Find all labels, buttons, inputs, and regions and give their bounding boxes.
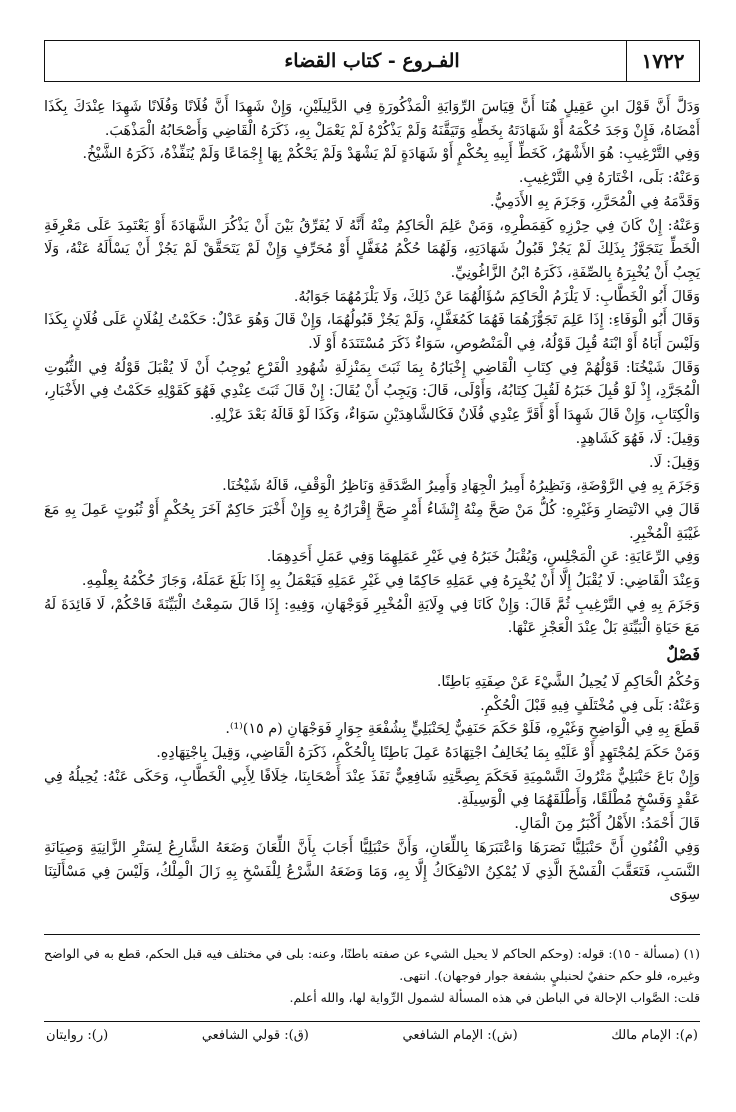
paragraph: وَعَنْهُ: بَلَى فِي مُخْتَلَفٍ فِيهِ قَبْلَ الْحُكْمِ. xyxy=(480,697,700,714)
paragraph: وَفِي الرِّعَايَةِ: عَنِ الْمَجْلِسِ، وَيُقْبَلُ خَبَرُهُ فِي غَيْرِ عَمَلِهِمَا وَفِي عَمَلِ أَحَدِهِمَا. xyxy=(266,549,700,566)
paragraph: وَفِي التَّرْغِيبِ: هُوَ الأَشْهَرُ، كَخَطِّ أَبِيهِ بِحُكْمٍ أَوْ شَهَادَةٍ لَمْ يَشْهَدْ وَلَمْ يَحْكُمْ بِهَا إِجْمَاعًا وَلَمْ يُنَفِّذْهُ، ذَكَرَهُ الشَّيْخُ. xyxy=(82,146,700,163)
paragraph: وَعِنْدَ الْقَاضِي: لَا يُقْبَلُ إِلَّا أَنْ يُخْبِرَهُ فِي عَمَلِهِ حَاكِمًا فِي غَيْرِ عَمَلِهِ فَيَعْمَلُ بِهِ إِذَا بَلَغَ عَمَلَهُ، وَجَازَ حُكْمُهُ بِعِلْمِهِ. xyxy=(81,573,700,590)
section-title: فَصْلٌ xyxy=(666,645,700,665)
legend-item-two-narrations: (ر): روايتان xyxy=(46,1027,109,1043)
paragraph: وَعَنْهُ: إِنْ كَانَ فِي حِرْزِهِ كَقِمَطْرِهِ، وَمَنْ عَلِمَ الْحَاكِمُ مِنْهُ أَنَّهُ لَا يُفَرِّقُ بَيْنَ أَنْ يَذْكُرَ الشَّهَادَةَ أَوْ يَعْتَمِدَ عَلَى مَعْرِفَةِ الْخَطِّ يَتَجَوَّزُ بِذَلِكَ لَمْ يَجُزْ قَبُولُ شَهَادَتِهِ، وَلَهُمَا حُكْمُ مُغَفَّلٍ أَوْ مُحَرِّفٍ وَإِنْ لَمْ يَتَحَقَّقْ لَمْ يَجُزْ أَنْ يَسْأَلَهُ عَنْهُ، وَلَا يَجِبُ أَنْ يُخْبِرَهُ بِالصِّفَةِ، ذَكَرَهُ ابْنُ الزَّاغُونِيِّ. xyxy=(44,217,700,281)
paragraph: وَدَلَّ أَنَّ قَوْلَ ابنِ عَقِيلٍ هُنَا أَنَّ قِيَاسَ الرِّوَايَةِ الْمَذْكُورَةِ فِي الدَّلِيلَيْنِ، وَإِنْ شَهِدَا أَنَّ فُلَانًا وَفُلَانًا شَهِدَا عِنْدَكَ بِكَذَا أَمْضَاهُ، فَإِنْ وَجَدَ حُكْمَهُ أَوْ شَهَادَتَهُ بِخَطِّهِ وَتَيَقَّنَهُ وَلَمْ يَذْكُرْهُ لَمْ يَعْمَلْ بِهِ، ذَكَرَهُ الْقَاضِي وَأَصْحَابُهُ الْمَذْهَبَ. xyxy=(44,99,700,139)
paragraph: وَقِيلَ: لَا. xyxy=(649,454,700,471)
paragraph: قَالَ أَحْمَدُ: الأَهْلُ أَكْبَرُ مِنَ الْمَالِ. xyxy=(514,816,700,833)
legend-item-shafii-two: (ق): قولي الشافعي xyxy=(201,1027,309,1043)
main-text xyxy=(44,96,700,908)
paragraph: وَجَزَمَ بِهِ فِي التَّرْغِيبِ ثُمَّ قَالَ: وَإِنْ كَانَا فِي وِلَايَةِ الْمُخْبِرِ فَوَجْهَانِ، وَفِيهِ: إِذَا قَالَ سَمِعْتُ الْبَيِّنَةَ فَاحْكُمْ، لَا فَائِدَةَ لَهُ مَعَ حَيَاةِ الْبَيِّنَةِ بَلْ عِنْدَ الْعَجْزِ عَنْهَا. xyxy=(44,596,700,637)
paragraph: وَإِنْ بَاعَ حَنْبَلِيٌّ مَتْرُوكَ التَّسْمِيَةِ فَحَكَمَ بِصِحَّتِهِ شَافِعِيٌّ نَفَذَ عِنْدَ أَصْحَابِنَا، خِلَافًا لِأَبِي الْخَطَّابِ، وَحَكَى عَنْهُ: يُحِيلُهُ فِي عَقْدٍ وَفَسْخٍ مُطْلَقًا، وَأَطْلَقَهُمَا فِي الْوَسِيلَةِ. xyxy=(44,768,700,809)
page xyxy=(44,40,700,1080)
paragraph: وَقَالَ شَيْخُنَا: قَوْلُهُمْ فِي كِتَابِ الْقَاضِي إِخْبَارُهُ بِمَا ثَبَتَ بِمَنْزِلَةِ شُهُودِ الْفَرْعِ يُوجِبُ أَنْ لَا يُقْبَلَ قَوْلُهُ فِي الثُّبُوتِ الْمُجَرَّدِ، إِذْ لَوْ قُبِلَ خَبَرُهُ لَقُبِلَ كِتَابُهُ، وَأَوْلَى، قَالَ: وَيَجِبُ أَنْ يُقَالَ: إِنْ قَالَ ثَبَتَ عِنْدِي فَهُوَ كَقَوْلِهِ حَكَمْتُ فِي الأَخْبَارِ، وَالْكِتَابِ، وَإِنْ قَالَ شَهِدَا أَوْ أَقَرَّ عِنْدِي فُلَانٌ فَكَالشَّاهِدَيْنِ سَوَاءٌ، وَكَذَا لَوْ قَالَهُ بَعْدَ عَزْلِهِ. xyxy=(44,359,700,424)
paragraph: قَالَ فِي الانْتِصَارِ وَغَيْرِهِ: كُلُّ مَنْ صَحَّ مِنْهُ إِنْشَاءُ أَمْرٍ صَحَّ إِقْرَارُهُ بِهِ وَإِنْ أَخْبَرَ حَاكِمٌ آخَرَ بِحُكْمٍ أَوْ ثُبُوتٍ عَمِلَ بِهِ مَعَ غَيْبَةِ الْمُخْبِرِ. xyxy=(44,501,700,542)
paragraph: وَقَالَ أَبُو الْوَفَاءِ: إِذَا عَلِمَ تَجَوُّزَهُمَا فَهُمَا كَمُغَفَّلٍ، وَلَمْ يَجُزْ قَبُولُهُمَا، وَإِنْ قَالَ وَهُوَ عَدْلٌ: حَكَمْتُ لِفُلَانٍ عَلَى فُلَانٍ بِكَذَا وَلَيْسَ أَبَاهُ أَوْ ابْنَهُ قُبِلَ قَوْلُهُ، فِي الْمَنْصُوصِ، سَوَاءٌ ذَكَرَ مُسْتَنَدَهُ أَوْ لَا. xyxy=(44,312,700,353)
page-header xyxy=(44,40,700,82)
page-number: ١٧٢٢ xyxy=(626,41,699,81)
page-title: الفـروع - كتاب القضاء xyxy=(284,50,460,72)
legend-item-shafii: (ش): الإمام الشافعي xyxy=(402,1027,518,1043)
paragraph: وَقَدَّمَهُ فِي الْمُحَرَّرِ، وَجَزَمَ بِهِ الأَدَمِيُّ. xyxy=(489,193,700,210)
paragraph: وَعَنْهُ: بَلَى، اخْتَارَهُ فِي التَّرْغِيبِ. xyxy=(518,170,700,187)
footnote: (١) (مسألة - ١٥): قوله: (وحكم الحاكم لا يحيل الشيء عن صفته باطنًا، وعنه: بلى في مختلف فيه قبل الحكم، قطع به في الواضح وغيره، فلو حكم حنفيٌ لحنبليٍ بشفعة جوار فوجهان). انتهى. xyxy=(44,945,700,983)
legend-item-malik: (م): الإمام مالك xyxy=(611,1027,698,1043)
paragraph: وَحُكْمُ الْحَاكِمِ لَا يُحِيلُ الشَّيْءَ عَنْ صِفَتِهِ بَاطِنًا. xyxy=(436,673,700,690)
footnote-divider xyxy=(44,934,700,935)
abbreviation-legend xyxy=(44,1028,700,1043)
paragraph: وَقَالَ أَبُو الْخَطَّابِ: لَا يَلْزَمُ الْحَاكِمَ سُؤَالُهُمَا عَنْ ذَلِكَ، وَلَا يَلْزَمُهُمَا جَوَابُهُ. xyxy=(293,288,700,305)
footnote: قلت: الصَّواب الإحالة في الباطن في هذه المسألة لشمول الرِّواية لها، والله أعلم. xyxy=(289,989,700,1005)
paragraph: وَجَزَمَ بِهِ فِي الرَّوْضَةِ، وَنَظِيرُهُ أَمِيرُ الْجِهَادِ وَأَمِيرُ الصَّدَقَةِ وَنَاظِرُ الْوَقْفِ، قَالَهُ شَيْخُنَا. xyxy=(222,478,700,495)
legend-divider xyxy=(44,1021,700,1022)
paragraph: وَقِيلَ: لَا، فَهُوَ كَشَاهِدٍ. xyxy=(575,430,700,447)
paragraph: وَمَنْ حَكَمَ لِمُجْتَهِدٍ أَوْ عَلَيْهِ بِمَا يُخَالِفُ اجْتِهَادَهُ عَمِلَ بَاطِنًا بِالْحُكْمِ، ذَكَرَهُ الْقَاضِي، وَقِيلَ بِاجْتِهَادِهِ. xyxy=(156,744,700,761)
paragraph: وَفِي الْفُنُونِ أَنَّ حَنْبَلِيًّا نَصَرَهَا وَاعْتَبَرَهَا بِاللِّعَانِ، وَأَنَّ حَنْبَلِيًّا أَجَابَ بِأَنَّ اللِّعَانَ وَضَعَهُ الشَّارِعُ لِسَتْرِ الزَّانِيَةِ وَصِيَانَةِ النَّسَبِ، فَتَعَقَّبَ الْفَسْخَ الَّذِي لَا يُمْكِنُ الانْفِكَاكُ إِلَّا بِهِ، وَمَا وَضَعَهُ الشَّرْعُ لِلْفَسْخِ بِهِ زَالَ الْمِلْكُ، وَلَيْسَ فِي مَسْأَلَتِنَا سِوَى xyxy=(44,839,700,904)
footnotes xyxy=(44,943,700,1009)
paragraph: قَطَعَ بِهِ فِي الْوَاضِحِ وَغَيْرِهِ، فَلَوْ حَكَمَ حَنَفِيٌّ لِحَنْبَلِيٍّ بِشُفْعَةِ جِوَارٍ فَوَجْهَانِ (م ١٥)⁽¹⁾. xyxy=(225,721,700,738)
